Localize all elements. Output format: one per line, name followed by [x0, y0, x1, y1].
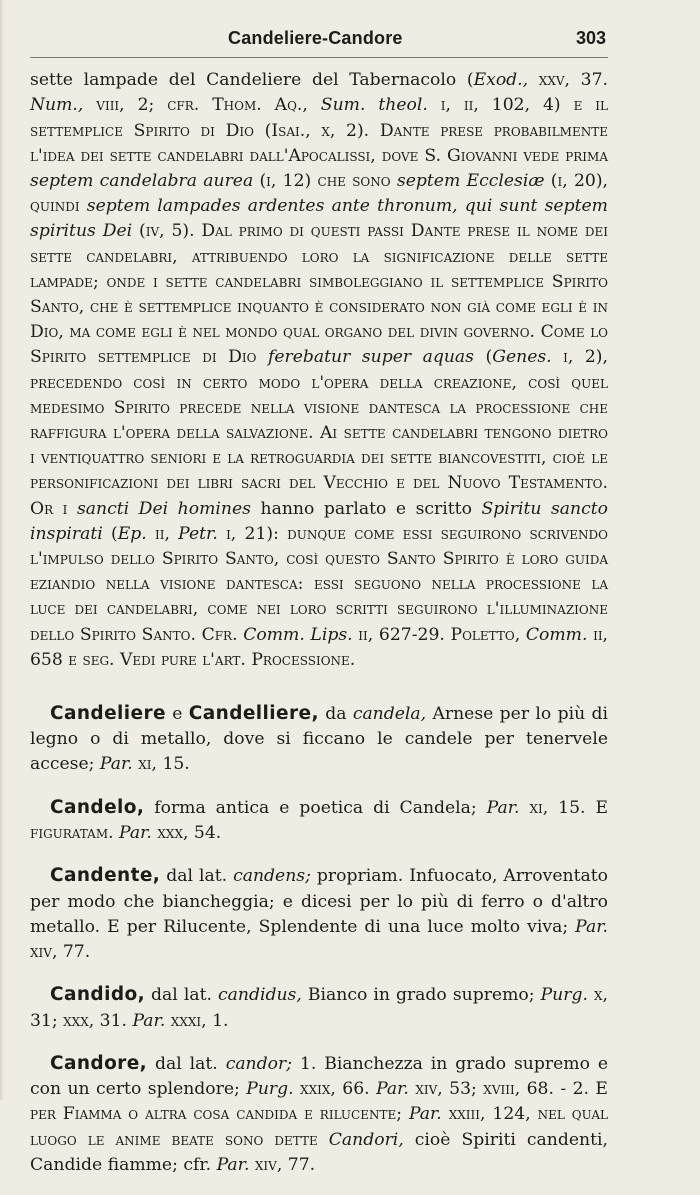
page-number: 303 — [575, 28, 606, 48]
entry-headword: Candente, — [50, 865, 161, 887]
entry-headword: Candelo, — [50, 796, 145, 818]
entry-headword-variant: Candelliere, — [188, 703, 319, 725]
entry-candore: Candore, dal lat. candor; 1. Bianchezza in grado supremo e con un certo splendore; Purg. xxix, 66. Par. xiv, 53; xviii, 68. - 2. E per Fiamma o altra cosa candida e rilucente; Par. xxiii, 124, nel qual luogo le anime beate sono dette Candori, cioè Spiriti candenti, Candide fiamme; cfr. Par. xiv, 77. — [30, 1053, 608, 1175]
entry-candente: Candente, dal lat. candens; propriam. Infuocato, Arroventato per modo che biancheggia; e dicesi per lo più di ferro o d'altro metallo. E per Rilucente, Splendente di una luce molto viva; Par. xiv, 77. — [30, 865, 608, 963]
entry-headword: Candeliere — [50, 703, 166, 725]
continued-paragraph: sette lampade del Candeliere del Tabernacolo (Exod., xxv, 37. Num., viii, 2; cfr. Thom. Aq., Sum. theol. i, ii, 102, 4) e il settemplice Spirito di Dio (Isai., x, 2). Dante prese probabilmente l'idea dei sette candelabri dall'Apocalissi, dove S. Giovanni vede prima septem candelabra aurea (i, 12) che sono septem Ecclesiæ (i, 20), quindi septem lampades ardentes ante thronum, qui sunt septem spiritus Dei (iv, 5). Dal primo di questi passi Dante prese il nome dei sette candelabri, attribuendo loro la significazione delle sette lampade; onde i sette candelabri simboleggiano il settemplice Spirito Santo, che è settemplice inquanto è considerato non già come egli è in Dio, ma come egli è nel mondo qual organo del divin governo. Come lo Spirito settemplice di Dio ferebatur super aquas (Genes. i, 2), precedendo così in certo modo l'opera della creazione, così quel medesimo Spirito precede nella visione dantesca la processione che raffigura l'opera della salvazione. Ai sette candelabri tengono dietro i ventiquattro seniori e la retroguardia dei sette biancovestiti, cioè le personificazioni dei libri sacri del Vecchio e del Nuovo Testamento. Or i sancti Dei homines hanno parlato e scritto Spiritu sancto inspirati (Ep. ii, Petr. i, 21): dunque come essi seguirono scrivendo l'impulso dello Spirito Santo, così questo Santo Spirito è loro guida eziandio nella visione dantesca: essi seguono nella processione la luce dei candelabri, come nei loro scritti seguirono l'illuminazione dello Spirito Santo. Cfr. Comm. Lips. ii, 627-29. Poletto, Comm. ii, 658 e seg. Vedi pure l'art. Processione. — [30, 70, 609, 670]
entry-headword: Candore, — [50, 1053, 148, 1075]
entry-candelo: Candelo, forma antica e poetica di Candela; Par. xi, 15. E figuratam. Par. xxx, 54. — [30, 796, 608, 844]
page-edge-shadow — [0, 0, 4, 1100]
entry-headword: Candido, — [50, 984, 145, 1006]
running-title: Candeliere-Candore — [228, 28, 403, 48]
running-header — [30, 26, 608, 58]
book-page — [30, 26, 608, 1195]
entry-candido: Candido, dal lat. candidus, Bianco in grado supremo; Purg. x, 31; xxx, 31. Par. xxxi, 1. — [30, 984, 608, 1031]
entry-candeliere: Candeliere e Candelliere, da candela, Arnese per lo più di legno o di metallo, dove si ficcano le candele per tenervele accese; Par. xi, 15. — [30, 703, 608, 775]
